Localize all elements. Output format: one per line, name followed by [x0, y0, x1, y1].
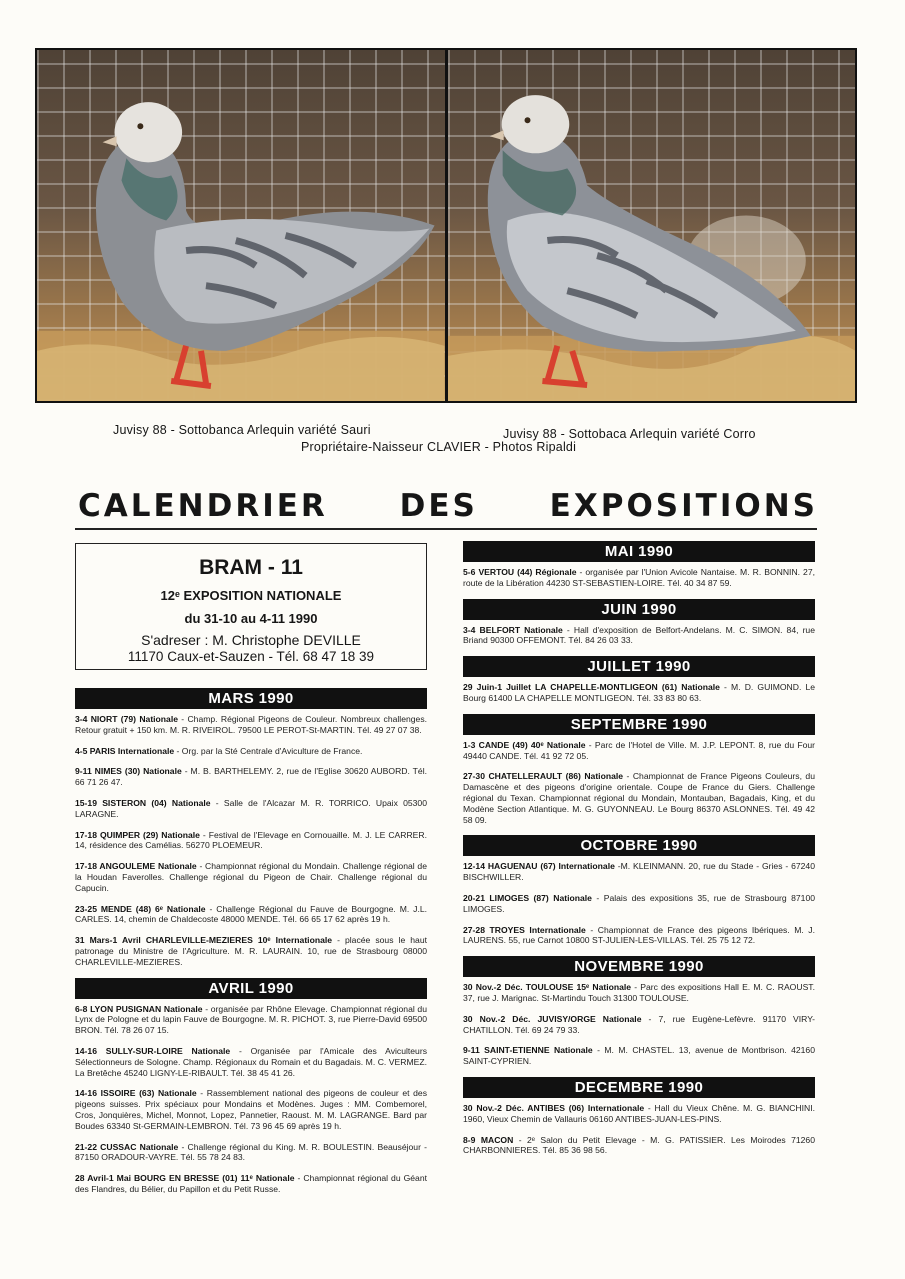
- entry-details: - M. M. CHASTEL. 13, avenue de Montbrison. 42160 SAINT-CYPRIEN.: [463, 1045, 815, 1067]
- exhibition-entry: [75, 1088, 427, 1131]
- exhibition-entry: [75, 766, 427, 788]
- entry-heading: 23-25 MENDE (48) 6ᵉ Nationale: [75, 903, 206, 914]
- month-header: JUIN 1990: [463, 599, 815, 620]
- month-header: JUILLET 1990: [463, 656, 815, 677]
- entry-details: - Challenge régional du King. M. R. BOULESTIN. Beauséjour - 87150 ORADOUR-VAYRE. Tél. 55 78 24 83.: [75, 1141, 427, 1163]
- entry-heading: 3-4 NIORT (79) Nationale: [75, 714, 179, 724]
- entry-heading: 4-5 PARIS Internationale: [75, 745, 175, 756]
- pigeon-photo-left: [37, 50, 445, 401]
- entry-heading: 8-9 MACON: [463, 1134, 514, 1145]
- entry-details: - Rassemblement national des pigeons de couleur et des pigeons suisses. Prix spéciaux pour Mondains et Modènes. Juges : MM. Combemorel, Cros, Jonquières, Michel, Monnot, Lopez, Pannetier, Raoust. M. M. LAGRANGE. Bard par Boudes 63340 St-GERMAIN-LEMBRON. Tél. 73 96 45 69 après 19 h.: [75, 1088, 427, 1131]
- left-column: [75, 688, 427, 1205]
- title-word: CALENDRIER: [78, 488, 328, 524]
- entry-details: - M. D. GUIMOND. Le Bourg 61400 LA CHAPELLE MONTLIGEON. Tél. 33 83 80 63.: [463, 682, 816, 703]
- exhibition-entry: [463, 740, 815, 762]
- entry-heading: 6-8 LYON PUSIGNAN Nationale: [75, 1003, 203, 1014]
- exhibition-entry: [75, 1004, 427, 1036]
- pigeon-photo-right: [448, 50, 856, 401]
- entry-heading: 12-14 HAGUENAU (67) Internationale: [463, 861, 615, 872]
- entry-details: - Championnat régional du Géant des Flandres, du Bélier, du Papillon et du Petit Russe.: [75, 1173, 427, 1194]
- bram-title: BRAM - 11: [199, 556, 303, 579]
- entry-details: - Championnat de France Pigeons Couleurs, du Damascène et des pigeons d'origine orientale. Coupe de France du Giers. Challenge régional du Texan. Championnat régional du Mondain, Montauban, Bagadais, King, et du Modène Section Atlantique. M. G. GUYONNEAU. Le Bourg 86370 ASLONNES. Tél. 49 42 58 09.: [463, 771, 815, 825]
- exhibition-entry: [463, 1045, 815, 1067]
- entry-heading: 30 Nov.-2 Déc. TOULOUSE 15ᵉ Nationale: [463, 982, 632, 993]
- right-column: [463, 541, 815, 1166]
- caption-right: Juvisy 88 - Sottobaca Arlequin variété Corro: [503, 427, 756, 441]
- entry-heading: 27-30 CHATELLERAULT (86) Nationale: [463, 771, 624, 782]
- bram-contact: S'adreser : M. Christophe DEVILLE: [141, 632, 361, 648]
- exhibition-entry: [463, 925, 815, 947]
- caption-center: Propriétaire-Naisseur CLAVIER - Photos Ripaldi: [301, 440, 577, 454]
- month-header: DECEMBRE 1990: [463, 1077, 815, 1098]
- entry-details: - Parc de l'Hotel de Ville. M. J.P. LEPONT. 8, rue du Four 49440 CANDE. Tél. 41 92 72 05.: [463, 739, 815, 761]
- entry-heading: 3-4 BELFORT Nationale: [463, 624, 563, 635]
- entry-details: - organisée par l'Union Avicole Nantaise. M. R. BONNIN. 27, route de la Libération 44230 ST-SEBASTIEN-LOIRE. Tél. 40 34 87 59.: [463, 567, 816, 588]
- entry-heading: 17-18 ANGOULEME Nationale: [75, 861, 197, 872]
- title-word: EXPOSITIONS: [549, 488, 818, 524]
- entry-heading: 14-16 SULLY-SUR-LOIRE Nationale: [75, 1045, 231, 1056]
- title-rule: [75, 528, 817, 530]
- exhibition-entry: [463, 1014, 815, 1036]
- exhibition-entry: [463, 1103, 815, 1125]
- exhibition-entry: [463, 1135, 815, 1157]
- entry-details: - 2ᵉ Salon du Petit Elevage - M. G. PATISSIER. Les Moirodes 71260 CHARBONNIERES. Tél. 85 36 98 56.: [463, 1134, 815, 1156]
- entry-details: - organisée par Rhône Elevage. Championnat régional du Lynx de Pologne et du lapin Fauve de Bourgogne. M. R. PICHOT. 3, rue Pierre-David 69500 BRON. Tél. 78 26 07 15.: [75, 1003, 427, 1036]
- pigeon-left-illustration: [37, 50, 445, 401]
- entry-heading: 1-3 CANDE (49) 40ᵉ Nationale: [463, 739, 586, 750]
- entry-details: - Palais des expositions 35, rue de Strasbourg 87100 LIMOGES.: [463, 892, 816, 914]
- entry-heading: 17-18 QUIMPER (29) Nationale: [75, 829, 200, 840]
- exhibition-entry: [75, 935, 427, 967]
- entry-heading: 20-21 LIMOGES (87) Nationale: [463, 892, 592, 903]
- entry-details: - Org. par la Sté Centrale d'Aviculture de France.: [174, 745, 363, 756]
- exhibition-entry: [75, 714, 427, 736]
- bram-address: 11170 Caux-et-Sauzen - Tél. 68 47 18 39: [127, 649, 375, 664]
- exhibition-entry: [75, 1173, 427, 1195]
- entry-heading: 27-28 TROYES Internationale: [463, 924, 586, 935]
- bram-edition: 12ᵉ EXPOSITION NATIONALE: [160, 588, 342, 603]
- bram-announcement-box: [75, 543, 427, 670]
- entry-details: - Challenge Régional du Fauve de Bourgogne. M. J.L. CARLES. 14, chemin de Chaldecoste 48000 MENDE. Tél. 66 65 17 62 après 19 h.: [75, 903, 428, 925]
- month-header: MAI 1990: [463, 541, 815, 562]
- month-header: OCTOBRE 1990: [463, 835, 815, 856]
- exhibition-entry: [75, 830, 427, 852]
- pigeon-right-illustration: [448, 50, 856, 401]
- entry-details: - Organisée par l'Amicale des Aviculteurs Sélectionneurs de Sologne. Champ. Régionaux du Romain et du Bagadais. M. C. VERMEZ. La Bretêche 45240 LIGNY-LE-RIBAULT. Tél. 38 45 41 26.: [75, 1045, 427, 1078]
- exhibition-entry: [75, 861, 427, 893]
- exhibition-entry: [463, 682, 815, 704]
- entry-details: -M. KLEINMANN. 20, rue du Stade - Gries - 67240 BISCHWILLER.: [463, 861, 815, 883]
- entry-heading: 9-11 SAINT-ETIENNE Nationale: [463, 1045, 593, 1056]
- exhibition-entry: [75, 798, 427, 820]
- entry-details: - 7, rue Eugène-Lefèvre. 91170 VIRY-CHATILLON. Tél. 69 24 79 33.: [463, 1013, 815, 1035]
- exhibition-entry: [463, 893, 815, 915]
- entry-details: - Hall du Vieux Chêne. M. G. BIANCHINI. 1960, Vieux Chemin de Vallauris 06160 ANTIBES-JUAN-LES-PINS.: [463, 1102, 815, 1124]
- entry-heading: 14-16 ISSOIRE (63) Nationale: [75, 1088, 197, 1099]
- entry-details: - placée sous le haut patronage du Ministre de l'Agriculture. M. R. LAURAIN. 10, rue de Strasbourg 08000 CHARLEVILLE-MEZIERES.: [75, 935, 427, 967]
- exhibition-entry: [75, 746, 427, 757]
- entry-heading: 30 Nov.-2 Déc. ANTIBES (06) Internationale: [463, 1102, 645, 1113]
- entry-details: - Championnat de France des pigeons Ibériques. M. J. LAURENS. 55, rue Carnot 10800 ST-JULIEN-LES-VILLAS. Tél. 25 75 12 72.: [463, 924, 815, 946]
- entry-heading: 9-11 NIMES (30) Nationale: [75, 766, 182, 777]
- entry-heading: 5-6 VERTOU (44) Régionale: [463, 567, 577, 577]
- entry-heading: 31 Mars-1 Avril CHARLEVILLE-MEZIERES 10ᵉ Internationale: [75, 935, 333, 946]
- entry-details: - Championnat régional du Mondain. Challenge régional de la Houdan Faverolles. Challenge régional du Pigeon de Chair. Challenge régional du Capucin.: [75, 861, 427, 893]
- month-header: SEPTEMBRE 1990: [463, 714, 815, 735]
- entry-heading: 30 Nov.-2 Déc. JUVISY/ORGE Nationale: [463, 1013, 642, 1024]
- entry-details: - Parc des expositions Hall E. M. C. RAOUST. 37, rue J. Marignac. St-Martindu Touch 31300 TOULOUSE.: [463, 982, 815, 1003]
- exhibition-entry: [463, 861, 815, 883]
- exhibition-entry: [463, 982, 815, 1004]
- entry-heading: 21-22 CUSSAC Nationale: [75, 1141, 179, 1152]
- entry-heading: 15-19 SISTERON (04) Nationale: [75, 797, 211, 808]
- entry-details: - Champ. Régional Pigeons de Couleur. Nombreux challenges. Retour gratuit + 150 km. M. R. RIVEIROL. 79500 LE PEROT-St-MARTIN. Tél. 49 27 07 38.: [75, 714, 428, 735]
- month-header: MARS 1990: [75, 688, 427, 709]
- caption-left: Juvisy 88 - Sottobanca Arlequin variété Sauri: [113, 423, 371, 437]
- exhibition-entry: [463, 625, 815, 647]
- bram-dates: du 31-10 au 4-11 1990: [184, 611, 318, 626]
- title-word: DES: [399, 488, 478, 524]
- exhibition-entry: [463, 771, 815, 825]
- entry-details: - Salle de l'Alcazar M. R. TORRICO. Upaix 05300 LARAGNE.: [75, 797, 427, 819]
- exhibition-entry: [463, 567, 815, 589]
- exhibition-entry: [75, 904, 427, 926]
- entry-details: - Hall d'exposition de Belfort-Andelans. M. C. SIMON. 84, rue Briand 90300 OFFEMONT. Tél. 84 26 03 33.: [463, 624, 815, 646]
- month-header: AVRIL 1990: [75, 978, 427, 999]
- exhibition-entry: [75, 1046, 427, 1078]
- photo-frame: [35, 48, 857, 403]
- entry-heading: 29 Juin-1 Juillet LA CHAPELLE-MONTLIGEON (61) Nationale: [463, 682, 720, 693]
- entry-heading: 28 Avril-1 Mai BOURG EN BRESSE (01) 11ᵉ Nationale: [75, 1173, 295, 1184]
- entry-details: - M. B. BARTHELEMY. 2, rue de l'Eglise 30620 AUBORD. Tél. 66 71 26 47.: [75, 766, 427, 788]
- month-header: NOVEMBRE 1990: [463, 956, 815, 977]
- exhibition-entry: [75, 1142, 427, 1164]
- entry-details: - Festival de l'Elevage en Cornouaille. M. J. LE CARRER. 14, résidence des Camélias. 56270 PLOEMEUR.: [75, 829, 427, 851]
- page-title: [78, 488, 818, 524]
